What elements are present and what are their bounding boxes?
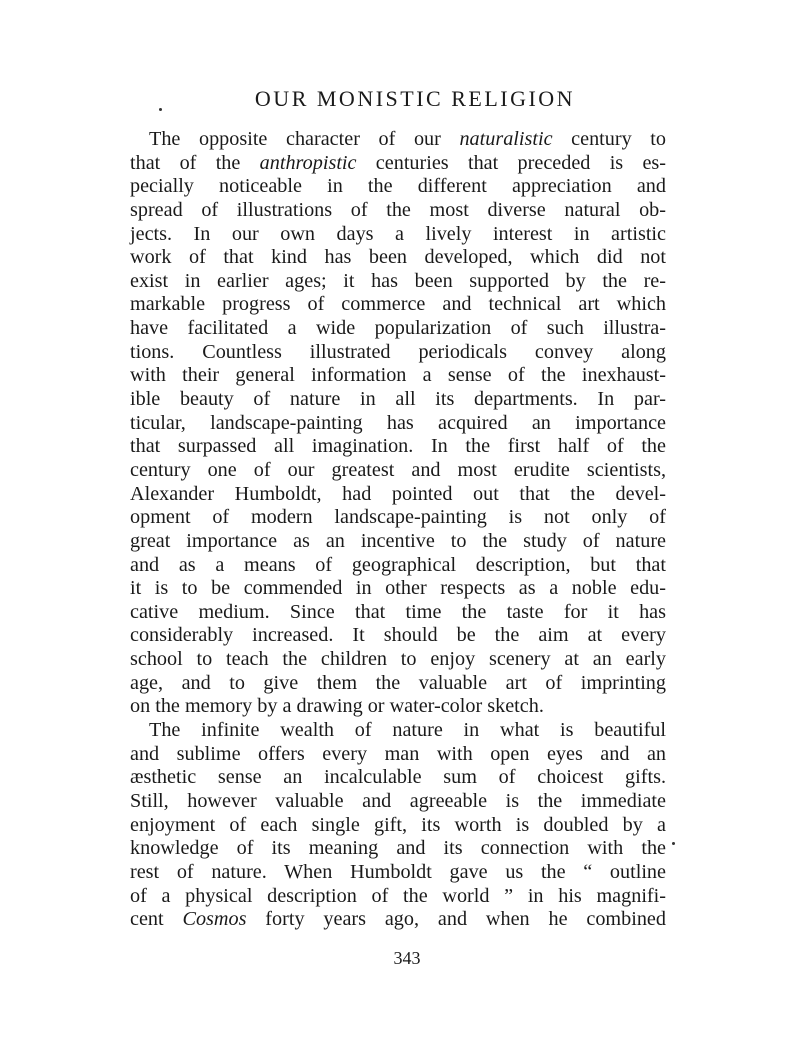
text-line xyxy=(130,483,666,507)
text-run: centuries that preceded is es- xyxy=(356,151,666,174)
text-line xyxy=(130,128,666,152)
text-run: The opposite character of our xyxy=(149,128,460,150)
text-run: that of the xyxy=(130,151,260,174)
text-run: ible beauty of nature in all its departments. In par- xyxy=(130,388,666,411)
text-run: century to xyxy=(552,128,666,150)
text-line xyxy=(130,246,666,270)
text-line xyxy=(130,743,666,767)
text-run: markable progress of commerce and technical art which xyxy=(130,293,666,316)
text-line xyxy=(130,459,666,483)
text-line xyxy=(130,388,666,412)
text-run: school to teach the children to enjoy scenery at an early xyxy=(130,648,666,671)
text-run: cent xyxy=(130,908,183,931)
text-run: Alexander Humboldt, had pointed out that the devel- xyxy=(130,482,666,505)
text-run: forty years ago, and when he combined xyxy=(246,908,666,931)
text-line xyxy=(130,412,666,436)
italic-term: Cosmos xyxy=(182,908,247,931)
text-run: century one of our greatest and most erudite scientists, xyxy=(130,458,666,481)
paragraph xyxy=(130,719,666,932)
text-run: ticular, landscape-painting has acquired an importance xyxy=(130,411,666,434)
text-run: spread of illustrations of the most diverse natural ob- xyxy=(130,198,666,221)
text-line xyxy=(130,554,666,578)
text-line xyxy=(130,530,666,554)
text-run: of a physical description of the world ” in his magnifi- xyxy=(130,884,666,907)
text-run: with their general information a sense of the inexhaust- xyxy=(130,364,666,387)
text-line xyxy=(130,790,666,814)
text-line xyxy=(130,648,666,672)
speck-mark xyxy=(672,842,675,845)
italic-term: naturalistic xyxy=(459,128,553,150)
text-run: knowledge of its meaning and its connection with the xyxy=(130,837,666,860)
text-run: tions. Countless illustrated periodicals convey along xyxy=(130,340,666,363)
text-run: it is to be commended in other respects as a noble edu- xyxy=(130,577,666,600)
text-line xyxy=(130,861,666,885)
text-run: age, and to give them the valuable art of imprinting xyxy=(130,671,666,694)
text-line xyxy=(130,175,666,199)
text-line xyxy=(130,577,666,601)
text-line xyxy=(130,152,666,176)
text-line xyxy=(130,364,666,388)
text-run: exist in earlier ages; it has been supported by the re- xyxy=(130,269,666,292)
text-run: æsthetic sense an incalculable sum of choicest gifts. xyxy=(130,766,666,789)
body-text xyxy=(130,128,666,932)
text-line xyxy=(130,601,666,625)
text-line xyxy=(130,223,666,247)
text-line xyxy=(130,766,666,790)
text-run: and sublime offers every man with open eyes and an xyxy=(130,742,666,765)
text-run: considerably increased. It should be the aim at every xyxy=(130,624,666,647)
text-line xyxy=(130,435,666,459)
text-line xyxy=(130,672,666,696)
text-line xyxy=(130,317,666,341)
text-run: enjoyment of each single gift, its worth is doubled by a xyxy=(130,813,666,836)
text-line xyxy=(130,199,666,223)
text-line xyxy=(130,908,666,932)
text-line xyxy=(130,624,666,648)
text-run: Still, however valuable and agreeable is the immediate xyxy=(130,789,666,812)
text-line xyxy=(130,270,666,294)
text-run: The infinite wealth of nature in what is beautiful xyxy=(149,719,666,742)
text-line xyxy=(130,341,666,365)
text-run: on the memory by a drawing or water-color sketch. xyxy=(130,695,544,718)
text-run: opment of modern landscape-painting is not only of xyxy=(130,506,666,529)
text-run: work of that kind has been developed, which did not xyxy=(130,246,666,269)
running-head: OUR MONISTIC RELIGION xyxy=(254,86,576,111)
text-line xyxy=(130,814,666,838)
page-number: 343 xyxy=(393,948,421,968)
text-run: jects. In our own days a lively interest in artistic xyxy=(130,222,666,245)
text-run: and as a means of geographical description, but that xyxy=(130,553,666,576)
text-run: cative medium. Since that time the taste for it has xyxy=(130,600,666,623)
paragraph xyxy=(130,128,666,719)
text-run: have facilitated a wide popularization of such illustra- xyxy=(130,317,666,340)
italic-term: anthropistic xyxy=(259,151,357,174)
text-run: that surpassed all imagination. In the first half of the xyxy=(130,435,666,458)
text-line xyxy=(130,506,666,530)
text-line xyxy=(130,695,666,719)
text-line xyxy=(130,719,666,743)
text-run: great importance as an incentive to the study of nature xyxy=(130,529,666,552)
text-line xyxy=(130,293,666,317)
text-run: pecially noticeable in the different appreciation and xyxy=(130,175,666,198)
text-line xyxy=(130,837,666,861)
text-run: rest of nature. When Humboldt gave us the “ outline xyxy=(130,860,666,883)
text-line xyxy=(130,885,666,909)
